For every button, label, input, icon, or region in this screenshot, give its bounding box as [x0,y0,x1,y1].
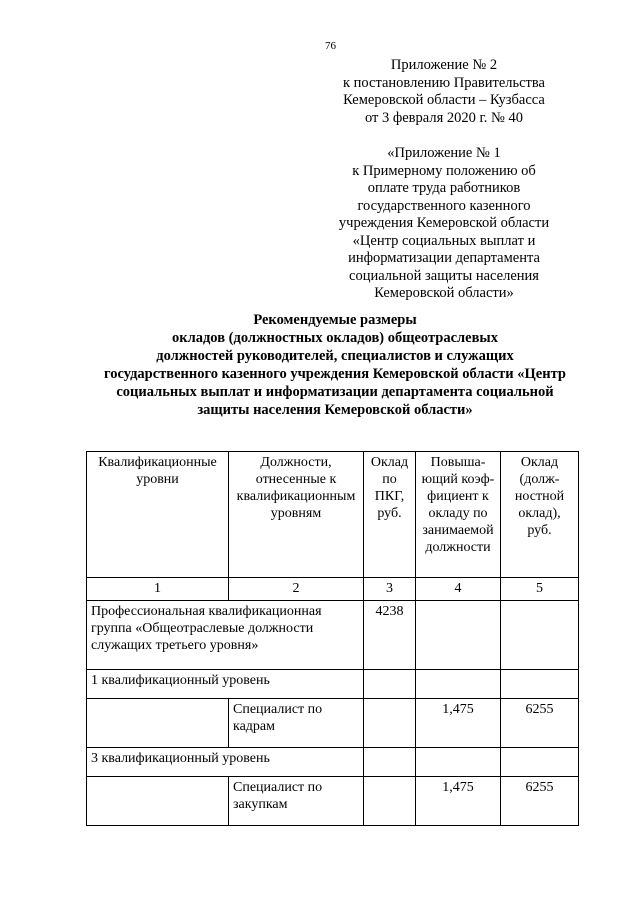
table-row-position [87,699,579,748]
header-coefficient: Повыша-ющий коэф-фициент к окладу по занимаемой должности [416,452,501,578]
position-name: Специалист по закупкам [229,777,364,826]
appendix-header-line: от 3 февраля 2020 г. № 40 [364,109,524,126]
title-line: государственного казенного учреждения Кемеровской области «Центр [104,366,566,382]
column-number: 1 [87,578,229,601]
group-name: Профессиональная квалификационная группа «Общеотраслевые должности служащих третьего уровня» [87,601,364,670]
table-row-level-3 [87,748,579,777]
document-title [70,311,600,419]
level-label: 1 квалификационный уровень [87,670,364,699]
empty-cell [501,748,579,777]
appendix-sub-line: оплате труда работников [367,180,521,196]
appendix-sub-line: информатизации департамента [348,250,540,266]
page-number: 76 [325,40,336,52]
empty-cell [364,777,416,826]
column-number: 2 [229,578,364,601]
empty-cell [416,670,501,699]
header-pkg-salary: Оклад по ПКГ, руб. [364,452,416,578]
level-label: 3 квалификационный уровень [87,748,364,777]
position-coefficient: 1,475 [416,699,501,748]
position-coefficient: 1,475 [416,777,501,826]
empty-cell [364,748,416,777]
empty-cell [364,699,416,748]
appendix-header [330,57,558,127]
appendix-sub-line: «Центр социальных выплат и [352,232,536,249]
position-salary: 6255 [501,777,579,826]
title-line: защиты населения Кемеровской области» [197,402,473,418]
table-row-group [87,601,579,670]
header-qualification-levels: Квалификационные уровни [87,452,229,578]
appendix-sub-line: к Примерному положению об [352,162,536,179]
salary-table [86,451,579,826]
empty-cell [416,601,501,670]
table-row-position [87,777,579,826]
column-number: 5 [501,578,579,601]
table-header-row [87,452,579,578]
empty-cell [501,670,579,699]
title-line: окладов (должностных окладов) общеотраслевых [171,330,498,346]
empty-cell [501,601,579,670]
column-number: 3 [364,578,416,601]
appendix-sub-line: социальной защиты населения [349,267,539,284]
appendix-sub-line: «Приложение № 1 [387,145,501,161]
appendix-sub-line: учреждения Кемеровской области [338,215,550,231]
position-name: Специалист по кадрам [229,699,364,748]
title-line: социальных выплат и информатизации департамента социальной [116,384,554,400]
column-number: 4 [416,578,501,601]
empty-cell [87,699,229,748]
column-number-row [87,578,579,601]
header-positions: Должности, отнесенные к квалификационным уровням [229,452,364,578]
header-salary: Оклад (долж-ностной оклад), руб. [501,452,579,578]
appendix-sub-line: государственного казенного [357,197,531,214]
group-pkg-salary: 4238 [364,601,416,670]
appendix-header-line: к постановлению Правительства [343,74,545,91]
title-line: должностей руководителей, специалистов и служащих [156,348,514,364]
empty-cell [416,748,501,777]
appendix-header-line: Кемеровской области – Кузбасса [343,92,545,108]
empty-cell [87,777,229,826]
empty-cell [364,670,416,699]
title-line: Рекомендуемые размеры [253,312,417,328]
appendix-header-line: Приложение № 2 [390,57,498,73]
appendix-sub-line: Кемеровской области» [374,285,514,301]
appendix-sub-header [330,145,558,303]
position-salary: 6255 [501,699,579,748]
table-row-level-1 [87,670,579,699]
